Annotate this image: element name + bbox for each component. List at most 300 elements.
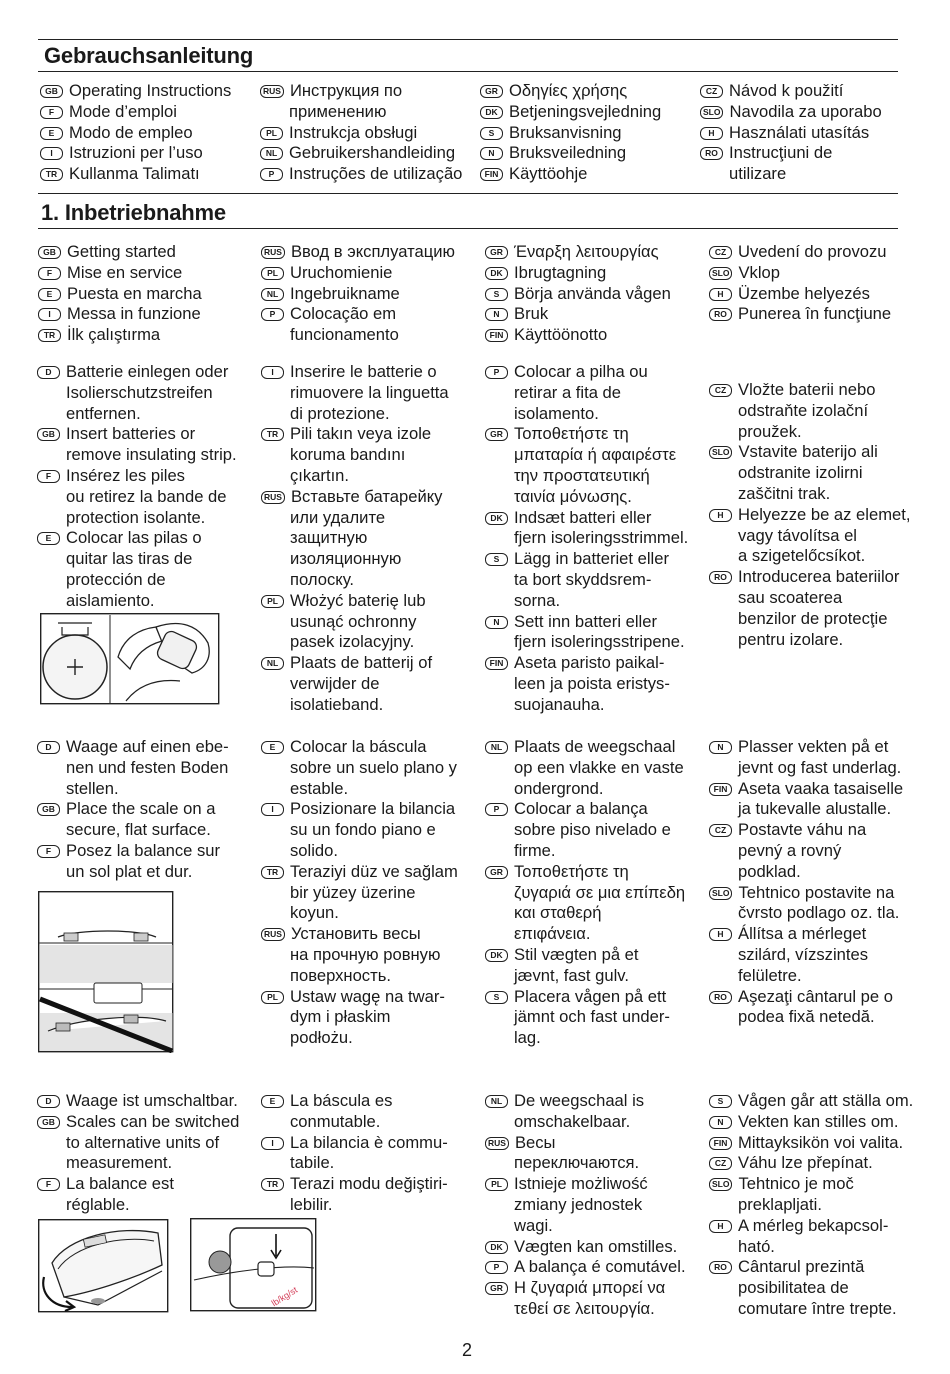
- lang-badge-rus: RUS: [261, 928, 285, 941]
- lang-badge-pl: PL: [485, 1178, 508, 1191]
- lang-badge-i: I: [38, 308, 61, 321]
- paragraph-line: La báscula es: [290, 1091, 393, 1110]
- lang-badge-h: H: [709, 509, 732, 522]
- language-paragraph-gb: [37, 799, 229, 841]
- lang-badge-i: I: [261, 366, 284, 379]
- lang-badge-n: N: [485, 616, 508, 629]
- language-paragraph-fin: [709, 1133, 913, 1154]
- paragraph-line: Scales can be switched: [66, 1111, 240, 1131]
- lang-badge-gr: GR: [485, 866, 508, 879]
- scale-flip-illustration: [38, 1219, 169, 1313]
- lang-badge-s: S: [485, 553, 508, 566]
- paragraph-line: isolamento.: [514, 403, 599, 423]
- paragraph-line: secure, flat surface.: [66, 820, 211, 840]
- paragraph-line: Vægten kan omstilles.: [514, 1236, 678, 1256]
- language-line-text: Instrukcja obsługi: [289, 122, 418, 142]
- language-line: [485, 242, 671, 263]
- paragraph-line: zaščitni trak.: [738, 483, 831, 503]
- paragraph-line: Állítsa a mérleget: [738, 924, 867, 944]
- language-paragraph-p: [485, 1257, 686, 1278]
- paragraph-line: koyun.: [290, 903, 339, 923]
- language-paragraph-pl: [261, 987, 458, 1049]
- lang-badge-gb: GB: [37, 428, 60, 441]
- language-line-text: funcionamento: [290, 325, 399, 345]
- paragraph-line: to alternative units of: [66, 1132, 220, 1152]
- lang-badge-i: I: [261, 1137, 284, 1150]
- paragraph-line: remove insulating strip.: [66, 445, 237, 465]
- language-paragraph-fin: [709, 779, 903, 821]
- language-line-text: Έναρξη λειτουργίας: [514, 242, 659, 261]
- language-paragraph-f: [37, 1174, 239, 1216]
- paragraph-line: Colocar la báscula: [290, 737, 427, 756]
- paragraph-line: benzilor de protecţie: [738, 608, 888, 628]
- getting-started-col-2: [261, 242, 455, 346]
- paragraph-line: Tehtnico postavite na: [738, 882, 895, 902]
- language-paragraph-rus: [261, 487, 449, 591]
- paragraph-line: un sol plat et dur.: [66, 861, 193, 881]
- paragraph-line: Posez la balance sur: [66, 840, 221, 860]
- lang-badge-gb: GB: [38, 246, 61, 259]
- language-line: [709, 304, 891, 325]
- paragraph-line: Plaats de batterij of: [290, 653, 433, 673]
- lang-badge-p: P: [260, 168, 283, 181]
- paragraph-line: podłożu.: [290, 1028, 353, 1048]
- paragraph-line: Waage ist umschaltbar.: [66, 1091, 238, 1110]
- paragraph-line: Vložte baterii nebo: [738, 380, 876, 399]
- lang-badge-e: E: [37, 532, 60, 545]
- paragraph-line: leen ja poista eristys-: [514, 673, 670, 693]
- lang-badge-f: F: [38, 267, 61, 280]
- paragraph-line: çıkartın.: [290, 465, 350, 485]
- language-line-text: Colocação em: [290, 304, 397, 324]
- language-paragraph-gr: [485, 424, 688, 507]
- lang-badge-s: S: [485, 991, 508, 1004]
- language-paragraph-nl: [485, 737, 685, 799]
- lang-badge-h: H: [700, 127, 723, 140]
- languages-col-4: [700, 81, 882, 185]
- lang-badge-gr: GR: [480, 85, 503, 98]
- paragraph-line: Włożyć baterię lub: [290, 590, 426, 610]
- language-line: [40, 102, 231, 123]
- language-paragraph-d: [37, 737, 229, 799]
- paragraph-line: preklapljati.: [738, 1194, 822, 1214]
- lang-badge-cz: CZ: [709, 246, 732, 259]
- lang-badge-f: F: [37, 470, 60, 483]
- language-paragraph-dk: [485, 1237, 686, 1258]
- paragraph-line: Stil vægten på et: [514, 944, 639, 964]
- paragraph-line: nen und festen Boden: [66, 757, 229, 777]
- paragraph-line: réglable.: [66, 1194, 130, 1214]
- language-paragraph-cz: [709, 820, 903, 882]
- language-line-text: Ввод в эксплуатацию: [290, 242, 455, 261]
- lang-badge-fin: FIN: [485, 329, 508, 342]
- language-line-text: Istruzioni per l’uso: [69, 143, 203, 163]
- lang-badge-dk: DK: [485, 1241, 508, 1254]
- paragraph-line: sobre un suelo plano y: [290, 757, 457, 777]
- paragraph-line: jevnt og fast underlag.: [738, 757, 902, 777]
- paragraph-line: bir yüzey üzerine: [290, 882, 416, 902]
- language-line-text: Mode d’emploi: [69, 101, 177, 121]
- paragraph-line: Plaats de weegschaal: [514, 737, 676, 756]
- lang-badge-h: H: [709, 288, 732, 301]
- language-line-text: Návod k použití: [729, 81, 844, 100]
- paragraph-line: Vekten kan stilles om.: [738, 1111, 899, 1131]
- lang-badge-h: H: [709, 1220, 732, 1233]
- language-paragraph-gr: [485, 862, 685, 945]
- paragraph-line: на прочную ровную: [290, 944, 441, 964]
- paragraph-line: pentru izolare.: [738, 629, 844, 649]
- lang-badge-gr: GR: [485, 1282, 508, 1295]
- paragraph-line: τεθεί σε λειτουργία.: [514, 1298, 655, 1318]
- lang-badge-cz: CZ: [709, 1157, 732, 1170]
- paragraph-line: Cântarul prezintă: [738, 1257, 865, 1277]
- language-paragraph-tr: [261, 862, 458, 924]
- paragraph-line: Place the scale on a: [66, 799, 216, 819]
- language-paragraph-gr: [485, 1278, 686, 1320]
- lang-badge-ro: RO: [709, 1261, 732, 1274]
- paragraph-line: posibilitatea de: [738, 1278, 849, 1298]
- paragraph-line: Colocar las pilas o: [66, 528, 202, 548]
- language-line-text: Getting started: [67, 242, 176, 261]
- paragraph-line: A mérleg bekapcsol-: [738, 1215, 889, 1235]
- paragraph-line: Posizionare la bilancia: [290, 799, 456, 819]
- paragraph-line: a szigetelőcsíkot.: [738, 546, 866, 566]
- paragraph-line: Postavte váhu na: [738, 820, 867, 840]
- paragraph-line: isolatieband.: [290, 694, 384, 714]
- lang-badge-h: H: [709, 928, 732, 941]
- paragraph-line: ou retirez la bande de: [66, 486, 227, 506]
- batteries-col-2: [261, 362, 449, 716]
- paragraph-line: La balance est: [66, 1174, 174, 1194]
- lang-badge-slo: SLO: [709, 446, 732, 459]
- language-paragraph-pl: [485, 1174, 686, 1236]
- paragraph-line: čvrsto podlago oz. tla.: [738, 903, 900, 923]
- lang-badge-ro: RO: [700, 147, 723, 160]
- lang-badge-spacer: [260, 106, 283, 119]
- language-line: [38, 263, 202, 284]
- language-line-text: Puesta en marcha: [67, 283, 202, 303]
- paragraph-line: Terazi modu değiştiri-: [290, 1174, 448, 1194]
- language-line: [485, 263, 671, 284]
- language-paragraph-s: [485, 549, 688, 611]
- language-line-text: Operating Instructions: [69, 81, 232, 100]
- lang-badge-tr: TR: [40, 168, 63, 181]
- language-line-text: Mise en service: [67, 262, 183, 282]
- paragraph-line: lag.: [514, 1028, 541, 1048]
- lang-badge-n: N: [485, 308, 508, 321]
- language-paragraph-i: [261, 362, 449, 424]
- lang-badge-e: E: [261, 1095, 284, 1108]
- lang-badge-slo: SLO: [700, 106, 723, 119]
- paragraph-line: jämnt och fast under-: [514, 1007, 670, 1027]
- lang-badge-d: D: [37, 741, 60, 754]
- placement-col-3: [485, 737, 685, 1049]
- paragraph-line: protection isolante.: [66, 507, 206, 527]
- paragraph-line: Весы: [514, 1132, 556, 1152]
- lang-badge-f: F: [37, 845, 60, 858]
- language-line: [261, 284, 455, 305]
- language-line: [260, 164, 462, 185]
- getting-started-col-3: [485, 242, 671, 346]
- languages-col-2: [260, 81, 462, 185]
- lang-badge-i: I: [261, 803, 284, 816]
- language-line-text: Punerea în funcţiune: [738, 304, 892, 324]
- language-paragraph-s: [709, 1091, 913, 1112]
- language-paragraph-dk: [485, 945, 685, 987]
- language-line: [38, 325, 202, 346]
- lang-badge-fin: FIN: [480, 168, 503, 181]
- paragraph-line: di protezione.: [290, 403, 390, 423]
- paragraph-line: Aseta paristo paikal-: [514, 653, 665, 673]
- paragraph-line: Teraziyi düz ve sağlam: [290, 861, 458, 881]
- language-paragraph-d: [37, 362, 237, 424]
- paragraph-line: Установить весы: [290, 924, 421, 944]
- language-line-text: Gebruikershandleiding: [289, 143, 456, 163]
- units-col-2: [261, 1091, 448, 1216]
- section-title-rule: [38, 228, 898, 229]
- paragraph-line: Isolierschutzstreifen: [66, 382, 213, 402]
- language-paragraph-h: [709, 505, 910, 567]
- section-title: 1. Inbetriebnahme: [41, 200, 226, 225]
- paragraph-line: verwijder de: [290, 673, 380, 693]
- language-line-text: Ingebruikname: [290, 283, 400, 303]
- paragraph-line: και σταθερή: [514, 903, 602, 923]
- language-paragraph-dk: [485, 508, 688, 550]
- paragraph-line: Vågen går att ställa om.: [738, 1091, 914, 1110]
- top-rule: [38, 39, 898, 40]
- language-line: [709, 263, 891, 284]
- paragraph-line: lebilir.: [290, 1194, 333, 1214]
- paragraph-line: переключаются.: [514, 1153, 640, 1173]
- language-line-text: Messa in funzione: [67, 304, 201, 324]
- language-paragraph-nl: [261, 653, 449, 715]
- lang-badge-rus: RUS: [261, 246, 285, 259]
- language-paragraph-cz: [709, 380, 910, 442]
- paragraph-line: La bilancia è commu-: [290, 1132, 448, 1152]
- page-number: 2: [462, 1340, 473, 1360]
- lang-badge-gb: GB: [40, 85, 63, 98]
- language-paragraph-fin: [485, 653, 688, 715]
- paragraph-line: sorna.: [514, 590, 561, 610]
- lang-badge-ro: RO: [709, 991, 732, 1004]
- paragraph-line: suojanauha.: [514, 694, 605, 714]
- paragraph-line: pasek izolacyjny.: [290, 632, 415, 652]
- paragraph-line: Indsæt batteri eller: [514, 507, 652, 527]
- paragraph-line: vagy távolítsa el: [738, 525, 857, 545]
- language-line: [700, 102, 882, 123]
- language-line-text: Betjeningsvejledning: [509, 101, 662, 121]
- lang-badge-rus: RUS: [260, 85, 284, 98]
- language-line-text: Uruchomienie: [290, 262, 393, 282]
- language-line-text: Modo de empleo: [69, 122, 193, 142]
- batteries-col-3: [485, 362, 688, 716]
- lang-badge-rus: RUS: [261, 491, 285, 504]
- language-line: [700, 81, 882, 102]
- paragraph-line: Waage auf einen ebe-: [66, 737, 229, 756]
- paragraph-line: Η ζυγαριά μπορεί να: [514, 1278, 666, 1298]
- language-line: [709, 284, 891, 305]
- lang-badge-slo: SLO: [709, 1178, 732, 1191]
- paragraph-line: De weegschaal is: [514, 1091, 645, 1110]
- lang-badge-pl: PL: [261, 991, 284, 1004]
- scale-placement-illustration: [38, 891, 174, 1053]
- paragraph-line: wagi.: [514, 1215, 553, 1235]
- lang-badge-rus: RUS: [485, 1137, 509, 1150]
- language-paragraph-ro: [709, 567, 910, 650]
- language-line-text: Használati utasítás: [729, 122, 870, 142]
- paragraph-line: ta bort skyddsrem-: [514, 569, 652, 589]
- language-line: [700, 143, 882, 164]
- paragraph-line: Τοποθετήστε τη: [514, 424, 629, 444]
- language-paragraph-e: [261, 1091, 448, 1133]
- paragraph-line: ható.: [738, 1236, 775, 1256]
- lang-badge-spacer: [700, 168, 723, 181]
- paragraph-line: odstraňte izolační: [738, 400, 869, 420]
- language-paragraph-n: [709, 1112, 913, 1133]
- lang-badge-gb: GB: [37, 1116, 60, 1129]
- paragraph-line: поверхность.: [290, 965, 391, 985]
- language-paragraph-n: [709, 737, 903, 779]
- language-line: [260, 123, 462, 144]
- paragraph-line: fjern isoleringsstrimmel.: [514, 528, 689, 548]
- language-paragraph-ro: [709, 1257, 913, 1319]
- lang-badge-slo: SLO: [709, 267, 732, 280]
- language-paragraph-f: [37, 841, 229, 883]
- language-line: [485, 284, 671, 305]
- language-paragraph-pl: [261, 591, 449, 653]
- lang-badge-nl: NL: [261, 288, 284, 301]
- languages-col-1: [40, 81, 231, 185]
- lang-badge-nl: NL: [485, 1095, 508, 1108]
- language-paragraph-f: [37, 466, 237, 528]
- language-paragraph-gb: [37, 1112, 239, 1174]
- paragraph-line: Ustaw wagę na twar-: [290, 986, 445, 1006]
- language-line-text: Bruksveiledning: [509, 143, 627, 163]
- lang-badge-ro: RO: [709, 308, 732, 321]
- language-line-text: применению: [289, 101, 387, 121]
- language-line-text: İlk çalıştırma: [67, 325, 161, 345]
- language-paragraph-slo: [709, 442, 910, 504]
- paragraph-line: или удалите: [290, 507, 386, 527]
- paragraph-line: sobre piso nivelado e: [514, 820, 671, 840]
- language-paragraph-nl: [485, 1091, 686, 1133]
- language-line-text: Kullanma Talimatı: [69, 164, 200, 184]
- paragraph-line: ja tukevalle alustalle.: [738, 799, 892, 819]
- paragraph-line: Aşezaţi cântarul pe o: [738, 986, 893, 1006]
- language-line: [261, 325, 455, 346]
- paragraph-line: koruma bandını: [290, 445, 406, 465]
- paragraph-line: entfernen.: [66, 403, 141, 423]
- lang-badge-n: N: [709, 1116, 732, 1129]
- lang-badge-pl: PL: [260, 127, 283, 140]
- language-line: [485, 304, 671, 325]
- language-line-text: Ibrugtagning: [514, 262, 607, 282]
- paragraph-line: rimuovere la linguetta: [290, 382, 449, 402]
- placement-col-4: [709, 737, 903, 1028]
- lang-badge-dk: DK: [485, 267, 508, 280]
- language-line-text: Vklop: [738, 262, 780, 282]
- paragraph-line: fjern isoleringsstripene.: [514, 632, 685, 652]
- paragraph-line: επιφάνεια.: [514, 924, 591, 944]
- paragraph-line: comutare între trepte.: [738, 1298, 897, 1318]
- lang-badge-n: N: [480, 147, 503, 160]
- paragraph-line: Τοποθετήστε τη: [514, 861, 629, 881]
- paragraph-line: omschakelbaar.: [514, 1111, 631, 1131]
- language-line-text: Инструкция по: [289, 81, 403, 100]
- title-rule: [38, 71, 898, 72]
- paragraph-line: Tehtnico je moč: [738, 1174, 854, 1194]
- language-line: [480, 123, 661, 144]
- units-col-4: [709, 1091, 913, 1320]
- language-line: [480, 81, 661, 102]
- language-line: [40, 81, 231, 102]
- language-line-text: Instrucţiuni de: [729, 143, 833, 163]
- language-line-text: Bruk: [514, 304, 549, 324]
- language-paragraph-gb: [37, 424, 237, 466]
- language-line: [480, 164, 661, 185]
- lang-badge-nl: NL: [485, 741, 508, 754]
- language-paragraph-rus: [485, 1133, 686, 1175]
- language-line: [709, 242, 891, 263]
- paragraph-line: полоску.: [290, 569, 354, 589]
- lang-badge-f: F: [37, 1178, 60, 1191]
- language-line: [261, 242, 455, 263]
- paragraph-line: Insérez les piles: [66, 465, 185, 485]
- paragraph-line: conmutable.: [290, 1111, 381, 1131]
- paragraph-line: podea fixă netedă.: [738, 1007, 875, 1027]
- paragraph-line: Helyezze be az elemet,: [738, 504, 911, 524]
- paragraph-line: su un fondo piano e: [290, 820, 436, 840]
- lang-badge-s: S: [485, 288, 508, 301]
- placement-col-1: [37, 737, 229, 883]
- paragraph-line: защитную: [290, 528, 368, 548]
- paragraph-line: ζυγαριά σε μια επίπεδη: [514, 882, 686, 902]
- language-line-text: Bruksanvisning: [509, 122, 622, 142]
- lang-badge-gr: GR: [485, 246, 508, 259]
- language-line-text: Börja använda vågen: [514, 283, 671, 303]
- paragraph-line: Váhu lze přepínat.: [738, 1153, 873, 1173]
- lang-badge-tr: TR: [261, 866, 284, 879]
- section-rule: [38, 193, 898, 194]
- language-paragraph-i: [261, 1133, 448, 1175]
- lang-badge-cz: CZ: [709, 824, 732, 837]
- language-paragraph-ro: [709, 987, 903, 1029]
- paragraph-line: felületre.: [738, 965, 802, 985]
- paragraph-line: usunąć ochronny: [290, 611, 417, 631]
- page-title: Gebrauchsanleitung: [44, 43, 254, 68]
- language-line-text: Navodila za uporabo: [729, 101, 882, 121]
- language-paragraph-e: [261, 737, 458, 799]
- lang-badge-i: I: [40, 147, 63, 160]
- language-paragraph-cz: [709, 1153, 913, 1174]
- paragraph-line: Colocar a balança: [514, 799, 648, 819]
- paragraph-line: Istnieje możliwość: [514, 1174, 648, 1194]
- language-paragraph-h: [709, 924, 903, 986]
- units-col-1: [37, 1091, 239, 1216]
- paragraph-line: Lägg in batteriet eller: [514, 549, 669, 569]
- paragraph-line: pevný a rovný: [738, 840, 842, 860]
- batteries-col-4: [709, 380, 910, 650]
- lang-badge-slo: SLO: [709, 887, 732, 900]
- lang-badge-pl: PL: [261, 267, 284, 280]
- paragraph-line: изоляционную: [290, 549, 402, 569]
- lang-badge-cz: CZ: [709, 384, 732, 397]
- paragraph-line: Vstavite baterijo ali: [738, 442, 878, 462]
- lang-badge-ro: RO: [709, 571, 732, 584]
- language-paragraph-s: [485, 987, 685, 1049]
- paragraph-line: measurement.: [66, 1153, 173, 1173]
- language-line: [260, 143, 462, 164]
